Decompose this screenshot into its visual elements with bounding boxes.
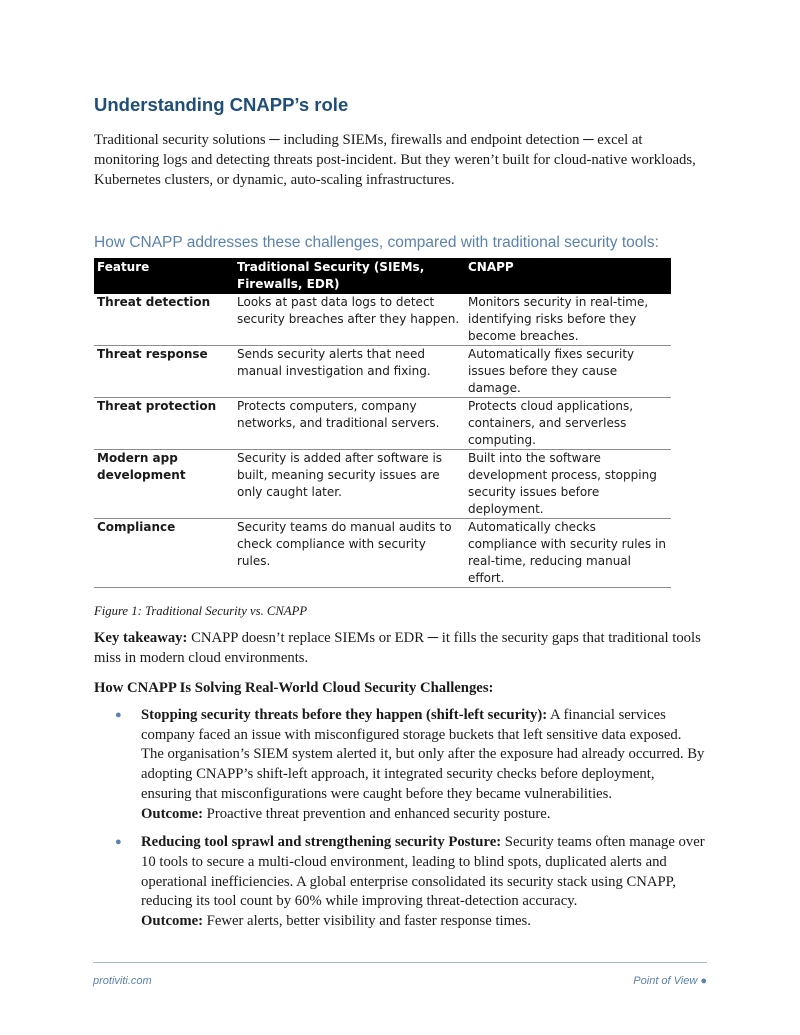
table-row xyxy=(94,519,671,588)
traditional-cell: Protects computers, company networks, and traditional servers. xyxy=(234,398,465,450)
cnapp-cell: Automatically fixes security issues before they cause damage. xyxy=(465,346,671,398)
footer-site: protiviti.com xyxy=(93,975,152,987)
traditional-cell: Sends security alerts that need manual investigation and fixing. xyxy=(234,346,465,398)
header-feature: Feature xyxy=(94,258,234,294)
table-header-row xyxy=(94,258,671,294)
outcome-text: Proactive threat prevention and enhanced security posture. xyxy=(203,805,551,822)
outcome-label: Outcome: xyxy=(141,805,203,822)
table-caption: How CNAPP addresses these challenges, compared with traditional security tools: xyxy=(94,234,659,251)
feature-cell: Compliance xyxy=(94,519,234,588)
cnapp-cell: Automatically checks compliance with security rules in real-time, reducing manual effort. xyxy=(465,519,671,588)
case-title: Stopping security threats before they happen (shift-left security): xyxy=(141,707,548,723)
bullet-icon: ● xyxy=(115,709,122,721)
figure-caption: Figure 1: Traditional Security vs. CNAPP xyxy=(94,604,308,618)
case-title: Reducing tool sprawl and strengthening security Posture: xyxy=(141,834,502,851)
feature-cell: Threat detection xyxy=(94,294,234,346)
traditional-cell: Looks at past data logs to detect security breaches after they happen. xyxy=(234,294,465,346)
table-row xyxy=(94,450,671,519)
header-traditional: Traditional Security (SIEMs, Firewalls, EDR) xyxy=(234,258,465,294)
section-title: Understanding CNAPP’s role xyxy=(94,94,349,115)
table-row xyxy=(94,346,671,398)
outcome-label: Outcome: xyxy=(141,913,203,930)
feature-cell: Threat protection xyxy=(94,398,234,450)
feature-cell: Threat response xyxy=(94,346,234,398)
document-page xyxy=(94,92,706,941)
table-row xyxy=(94,398,671,450)
cnapp-cell: Monitors security in real-time, identifying risks before they become breaches. xyxy=(465,294,671,346)
subheading: How CNAPP Is Solving Real-World Cloud Security Challenges: xyxy=(94,680,494,696)
traditional-cell: Security is added after software is built, meaning security issues are only caught later. xyxy=(234,450,465,519)
intro-paragraph: Traditional security solutions ─ including SIEMs, firewalls and endpoint detection ─ excel at monitoring logs and detecting threats post-incident. But they weren’t built for cloud-native workloads, Kubernetes clusters, or dynamic, auto-scaling infrastructures. xyxy=(94,132,696,188)
case-text: A financial services company faced an issue with misconfigured storage buckets that left sensitive data exposed. The organisation’s SIEM system alerted it, but only after the exposure had already occurred. By adopting CNAPP’s shift-left approach, it integrated security checks before deployment, ensuring that misconfigurations were caught before they became vulnerabilities. xyxy=(141,707,705,802)
feature-cell: Modern app development xyxy=(94,450,234,519)
outcome-text: Fewer alerts, better visibility and faster response times. xyxy=(203,913,531,930)
list-item xyxy=(115,706,706,824)
comparison-table xyxy=(94,258,671,588)
bullet-icon: ● xyxy=(115,836,122,849)
traditional-cell: Security teams do manual audits to check compliance with security rules. xyxy=(234,519,465,588)
list-item xyxy=(115,833,706,932)
case-list xyxy=(94,706,706,932)
takeaway-text: CNAPP doesn’t replace SIEMs or EDR ─ it fills the security gaps that traditional tools miss in modern cloud environments. xyxy=(94,630,701,666)
footer-label: Point of View ● xyxy=(633,975,707,987)
cnapp-cell: Protects cloud applications, containers, and serverless computing. xyxy=(465,398,671,450)
takeaway-label: Key takeaway: xyxy=(94,630,188,646)
footer-divider xyxy=(93,962,707,963)
table-row xyxy=(94,294,671,346)
header-cnapp: CNAPP xyxy=(465,258,671,294)
key-takeaway xyxy=(94,628,706,668)
case-text: Security teams often manage over 10 tools to secure a multi-cloud environment, leading to blind spots, duplicated alerts and operational inefficiencies. A global enterprise consolidated its security stack using CNAPP, reducing its tool count by 60% while improving threat-detection accuracy. xyxy=(141,834,705,910)
cnapp-cell: Built into the software development process, stopping security issues before deployment. xyxy=(465,450,671,519)
